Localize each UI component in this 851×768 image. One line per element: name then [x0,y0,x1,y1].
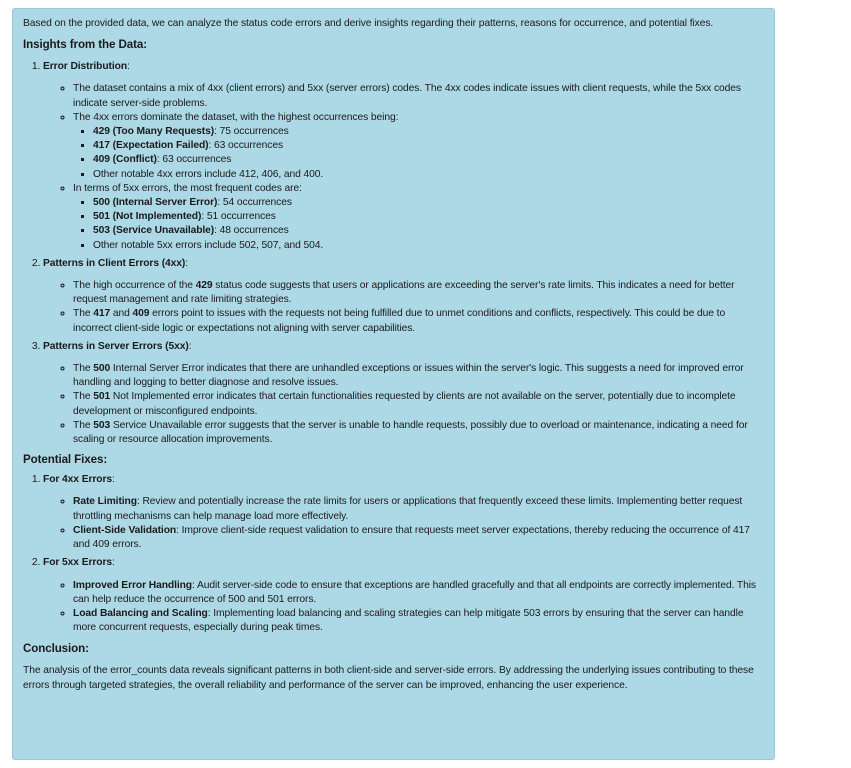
occurrence-count: : 63 occurrences [208,140,284,152]
section-title: 2. Patterns in Client Errors (4xx): [43,257,189,269]
list-item [73,524,764,552]
insight-client-errors [43,257,764,336]
fixes-list [23,473,764,635]
conclusion-text: The analysis of the error_counts data reveals significant patterns in both client-side and server-side errors. By addressing the underlying issues contributing to these errors through targeted strategies, the overall reliability and performance of the server can be improved, enhancing the user experience. [23,665,754,691]
error-code: 501 [93,391,111,403]
sub-bullet-list [73,196,764,253]
list-item-text: In terms of 5xx errors, the most frequent codes are: [73,182,302,194]
response-card [12,8,775,760]
text: The [73,308,94,320]
list-item [73,495,764,523]
section-title-text: Error Distribution [43,61,128,73]
occurrence-count: : 54 occurrences [217,197,292,209]
text: Not Implemented error indicates that certain functionalities requested by clients are not available on the server, potentially due to incomplete development or misconfigured endpoints. [73,391,736,417]
list-item [93,224,764,238]
list-item-text: The 4xx errors dominate the dataset, with the highest occurrences being: [73,111,399,123]
error-code: 500 [93,363,111,375]
fix-5xx [43,556,764,635]
insights-list [23,60,764,447]
bullet-list [43,495,764,552]
text: : Improve client-side request validation to ensure that requests meet server expectations, thereby reducing the occurrence of 417 and 409 errors. [73,524,750,551]
fix-label: Load Balancing and Scaling [73,607,208,619]
text: The [73,363,94,375]
list-item [93,125,764,139]
error-code: 409 (Conflict) [93,154,157,166]
list-item [73,279,764,307]
text: The high occurrence of the [73,280,196,292]
text: errors point to issues with the requests not being fulfilled due to unmet conditions and conflicts, respectively. This could be due to incorrect client-side logic or expectations not aligning with server capabilities. [73,308,726,334]
list-item [73,390,764,418]
bullet-list [43,362,764,447]
error-code: 500 (Internal Server Error) [93,197,218,209]
bullet-list [43,279,764,336]
list-item [73,307,764,335]
list-item [73,111,764,182]
fix-label: Rate Limiting [73,496,137,508]
fix-4xx [43,473,764,552]
occurrence-count: : 63 occurrences [156,154,232,166]
section-title-text: For 5xx Errors [43,557,112,569]
bullet-list [43,579,764,636]
error-code: 429 [195,280,213,292]
error-code: 501 (Not Implemented) [93,211,202,223]
sub-bullet-list [73,125,764,182]
list-item: ▪ Other notable 4xx errors include 412, 406, and 400. [93,168,764,182]
section-title: 1. For 4xx Errors: [43,474,115,486]
error-code: 503 [93,419,111,431]
insights-heading: Insights from the Data: [23,38,147,52]
section-title-text: For 4xx Errors [43,474,112,486]
fixes-heading: Potential Fixes: [23,453,108,467]
text: status code suggests that users or applications are exceeding the server's rate limits. This indicates a need for better request management and rate limiting strategies. [73,280,735,306]
list-item: ▪ Other notable 5xx errors include 502, 507, and 504. [93,239,764,253]
list-item [93,210,764,224]
text: : Audit server-side code to ensure that exceptions are handled gracefully and that all endpoints are correctly implemented. This can help reduce the occurrence of 500 and 501 errors. [73,579,756,605]
bullet-list [43,82,764,252]
error-code: 417 [93,308,111,320]
error-code: 409 [132,308,150,320]
list-item [73,579,764,607]
fix-label: Client-Side Validation [73,524,177,536]
error-code: 429 (Too Many Requests) [93,126,215,138]
insight-server-errors [43,340,764,447]
list-item: ◦ The dataset contains a mix of 4xx (client errors) and 5xx (server errors) codes. The 4xx codes indicate issues with client requests, while the 5xx codes indicate server-side problems. [73,82,764,110]
conclusion-heading: Conclusion: [23,642,89,656]
list-item [73,419,764,447]
fix-label: Improved Error Handling [73,579,192,591]
section-title: 3. Patterns in Server Errors (5xx): [43,340,192,352]
text: The [73,419,94,431]
list-item [93,153,764,167]
list-item [93,139,764,153]
section-title: 2. For 5xx Errors: [43,557,115,569]
text: and [110,308,133,320]
text: The [73,391,94,403]
list-item [73,362,764,390]
intro-text: Based on the provided data, we can analyze the status code errors and derive insights regarding their patterns, reasons for occurrence, and potential fixes. [23,18,714,29]
text: : Implementing load balancing and scaling strategies can help mitigate 503 errors by ensuring that the server can handle more concurrent requests, especially during peak times. [73,607,744,634]
section-title-text: Patterns in Client Errors (4xx) [43,257,186,269]
section-title: 1. Error Distribution: [43,61,130,73]
text: : Review and potentially increase the rate limits for users or applications that frequently exceed these limits. Implementing better request throttling mechanisms can help manage load more effectively. [73,496,743,522]
text: Service Unavailable error suggests that the server is unable to handle requests, possibly due to overload or maintenance, indicating a need for scaling or resource allocation improvements. [73,419,748,446]
occurrence-count: : 51 occurrences [201,211,276,223]
list-item [93,196,764,210]
section-title-text: Patterns in Server Errors (5xx) [43,340,189,352]
text: Internal Server Error indicates that there are unhandled exceptions or issues within the server's logic. This suggests a need for improved error handling and logging to better diagnose and resolve issues. [73,363,744,389]
error-code: 503 (Service Unavailable) [93,225,215,237]
list-item [73,607,764,635]
occurrence-count: : 75 occurrences [214,126,289,138]
occurrence-count: : 48 occurrences [214,225,289,237]
insight-error-distribution [43,60,764,253]
list-item [73,182,764,253]
error-code: 417 (Expectation Failed) [93,140,209,152]
